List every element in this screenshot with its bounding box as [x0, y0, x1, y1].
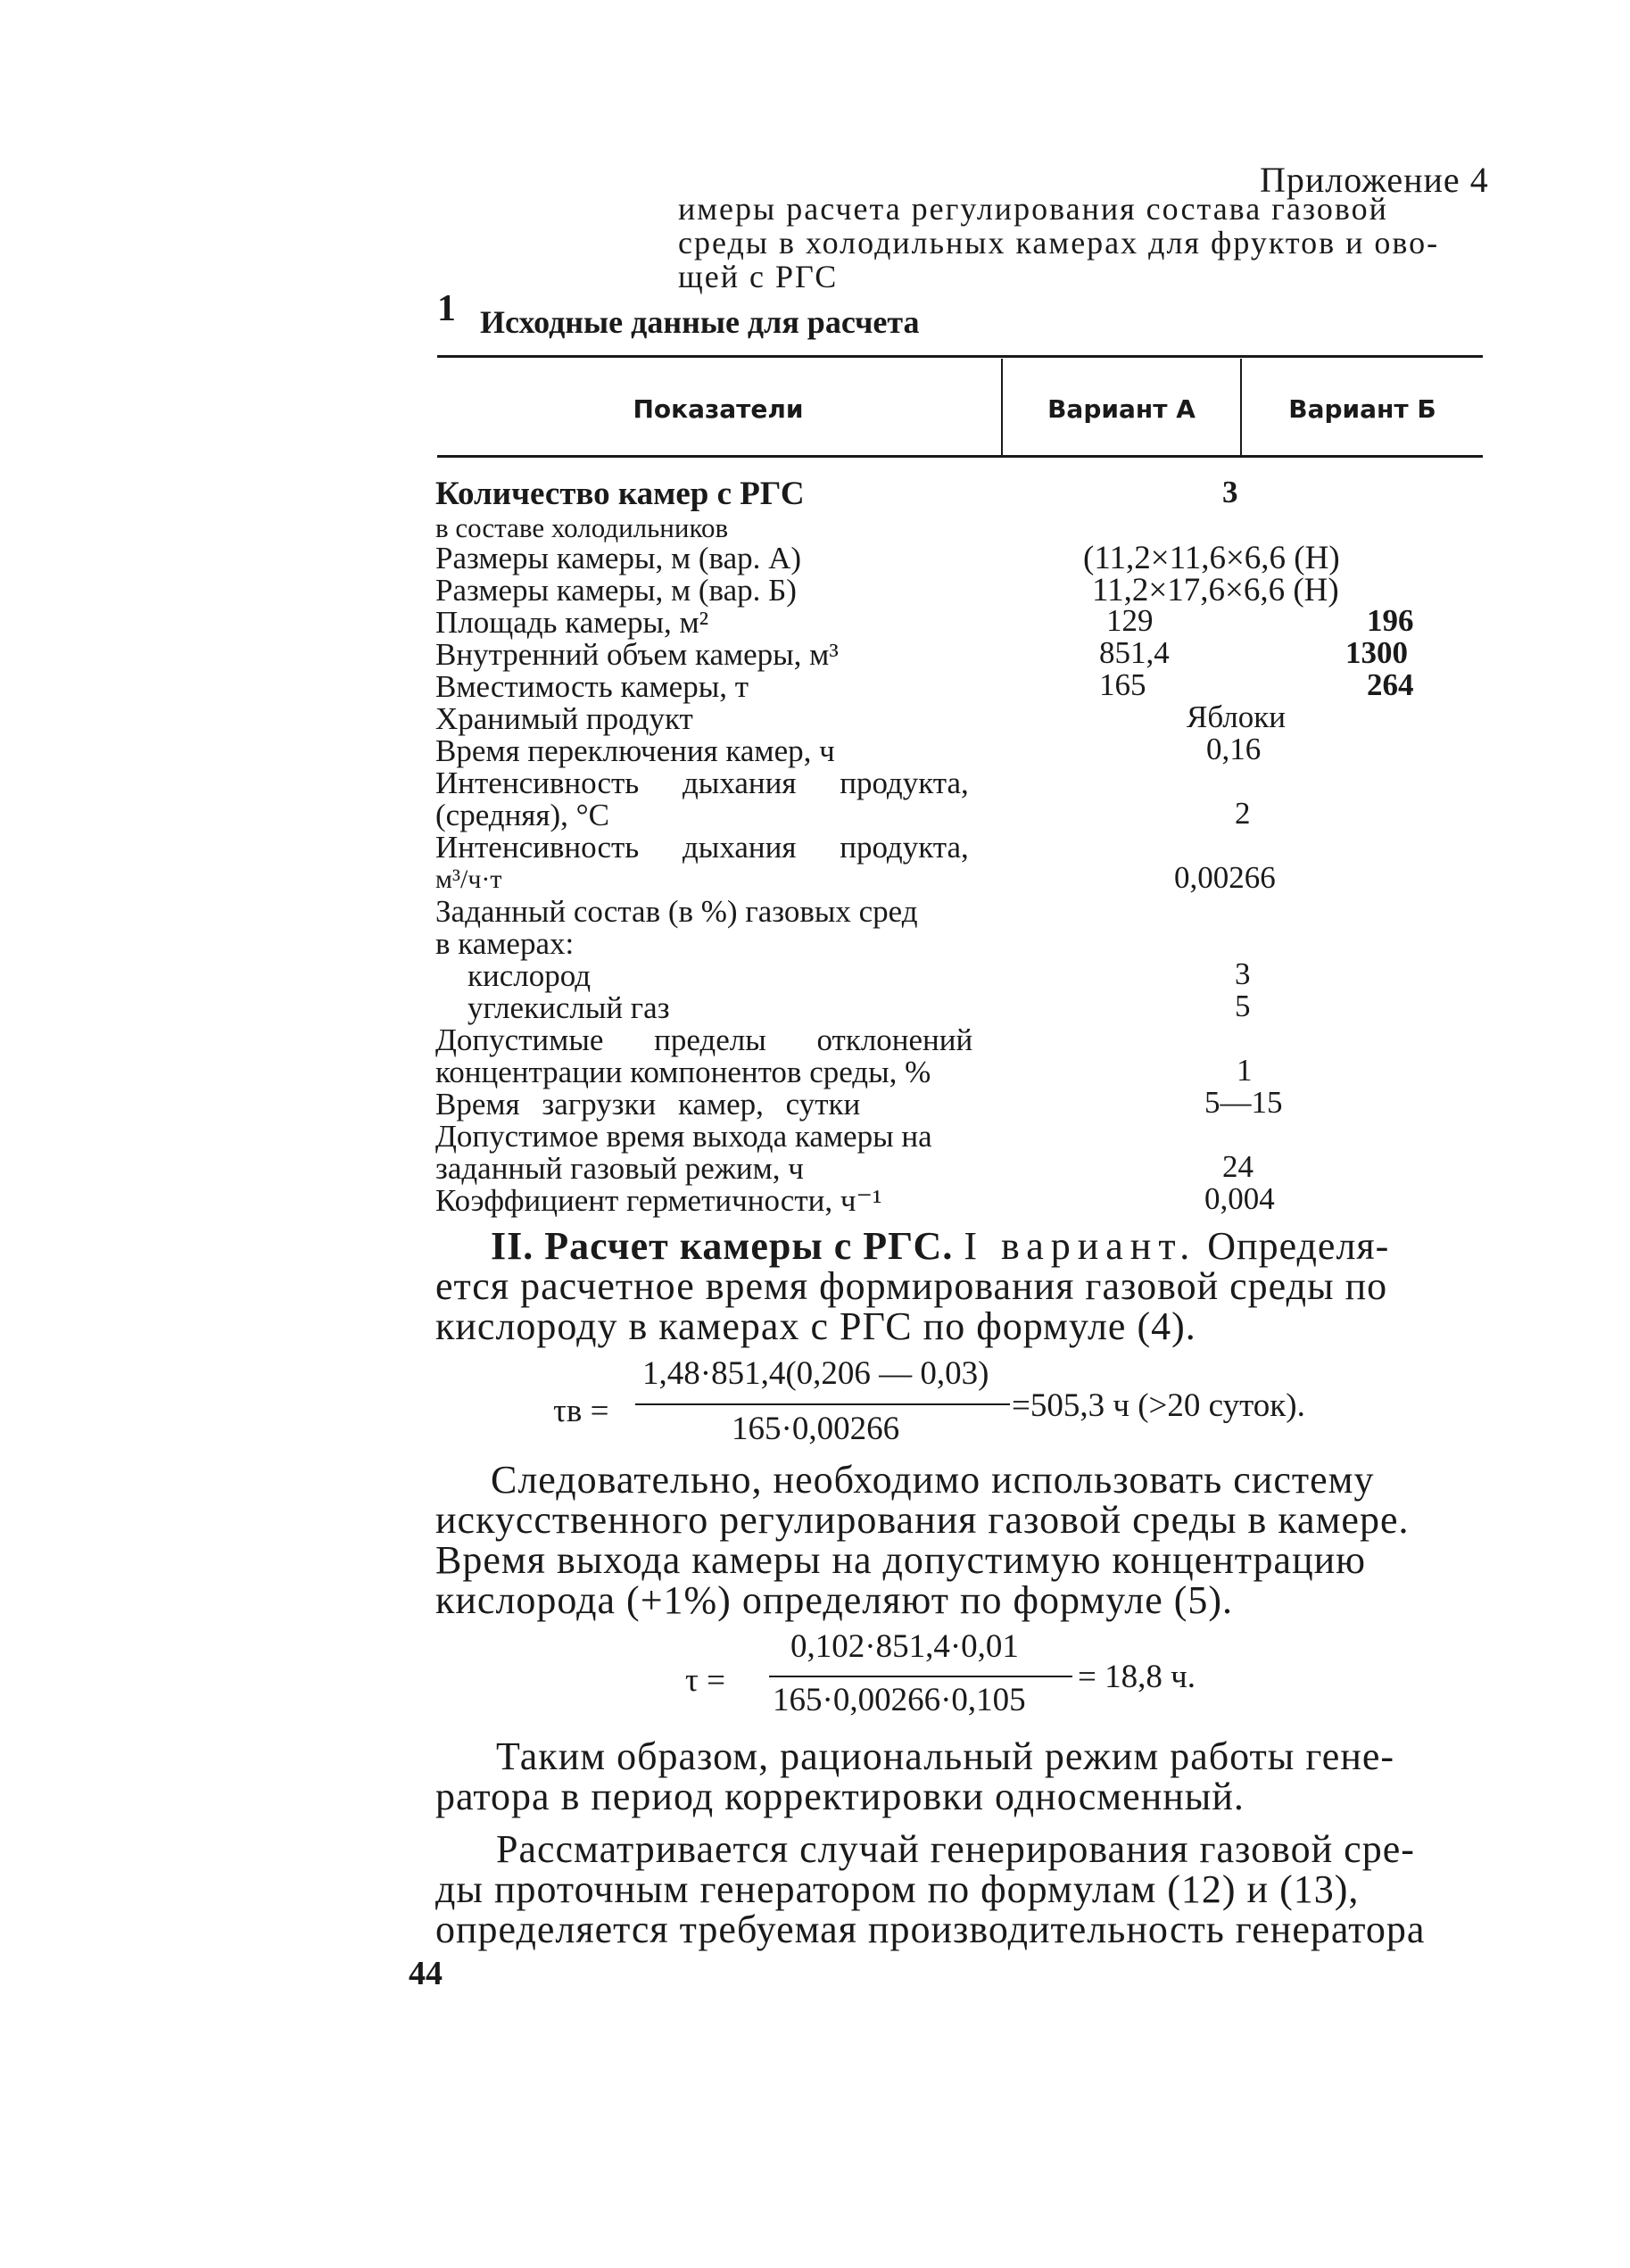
row-label: Количество камер с РГС [435, 476, 805, 512]
formula-result: = 18,8 ч. [1078, 1659, 1196, 1695]
row-label: Допустимые пределы отклонений [435, 1022, 973, 1057]
formula-numerator: 0,102·851,4·0,01 [790, 1628, 1019, 1665]
row-label: концентрации компонентов среды, % [435, 1055, 931, 1089]
page-number: 44 [409, 1955, 443, 1992]
table-title: Исходные данные для расчета [480, 304, 920, 340]
row-value-a: 129 [1106, 603, 1154, 638]
row-value: 0,16 [1206, 732, 1262, 766]
paragraph-line: ратора в период корректировки односменный. [435, 1775, 1245, 1818]
row-value: 11,2×17,6×6,6 (Н) [1092, 572, 1339, 608]
paragraph-line: искусственного регулирования газовой среды в камере. [435, 1498, 1410, 1542]
row-value: 24 [1222, 1149, 1254, 1184]
row-label: в камерах: [435, 926, 575, 961]
row-label: Хранимый продукт [435, 701, 693, 736]
fraction-bar [635, 1403, 1010, 1405]
appendix-subtitle [678, 192, 1481, 294]
variant-label: I вариант. [964, 1224, 1197, 1268]
subtitle-line: щей с РГС [678, 259, 839, 294]
row-label: Время переключения камер, ч [435, 733, 835, 768]
row-label: Интенсивность дыхания продукта, [435, 830, 969, 865]
row-label: заданный газовый режим, ч [435, 1151, 804, 1186]
paragraph-line: кислороду в камерах с РГС по формуле (4). [435, 1304, 1196, 1348]
row-value: 5—15 [1204, 1085, 1283, 1120]
formula-denominator: 165·0,00266·0,105 [773, 1682, 1026, 1718]
row-label: Интенсивность дыхания продукта, [435, 766, 969, 800]
row-label: Заданный состав (в %) газовых сред [435, 894, 918, 929]
row-label: Размеры камеры, м (вар. А) [435, 541, 802, 575]
row-value-b: 1300 [1345, 635, 1408, 670]
paragraph-line: Следовательно, необходимо использовать системy [491, 1458, 1375, 1502]
row-label: Площадь камеры, м² [435, 605, 709, 640]
fraction-bar [769, 1676, 1072, 1677]
row-value-b: 264 [1367, 667, 1414, 702]
formula-result: =505,3 ч (>20 суток). [1012, 1387, 1305, 1424]
row-label: Размеры камеры, м (вар. Б) [435, 573, 797, 608]
row-value: 3 [1222, 475, 1238, 509]
subtitle-line: имеры расчета регулирования состава газовой [678, 191, 1388, 227]
row-value: 3 [1235, 956, 1251, 991]
row-label: м³/ч·т [435, 865, 502, 894]
row-label: Время загрузки камер, сутки [435, 1087, 861, 1122]
row-value: 5 [1235, 989, 1251, 1023]
row-value: Яблоки [1187, 699, 1286, 734]
table-top-rule [437, 355, 1483, 358]
formula-lhs: τ = [685, 1662, 725, 1699]
formula-numerator: 1,48·851,4(0,206 — 0,03) [642, 1355, 989, 1392]
paragraph-line: ется расчетное время формирования газовой среды по [435, 1264, 1388, 1308]
header-variant-b: Вариант Б [1288, 394, 1436, 424]
row-value-a: 165 [1099, 667, 1146, 702]
paragraph-line: определяется требуемая производительность генератора [435, 1908, 1426, 1951]
row-label: Коэффициент герметичности, ч⁻¹ [435, 1183, 882, 1218]
row-value-b: 196 [1367, 603, 1414, 638]
row-label: Вместимость камеры, т [435, 669, 749, 704]
row-value: 0,004 [1204, 1181, 1275, 1216]
paragraph-line: кислорода (+1%) определяют по формуле (5). [435, 1578, 1234, 1622]
paragraph-line: ды проточным генератором по формулам (12) и (13), [435, 1867, 1360, 1911]
section-number: 1 [437, 288, 456, 329]
row-value: 2 [1235, 796, 1251, 831]
row-value: 0,00266 [1174, 860, 1276, 895]
row-label: углекислый газ [467, 990, 670, 1025]
row-label: кислород [467, 958, 592, 993]
formula-lhs: τв = [553, 1393, 609, 1429]
section-heading: II. Расчет камеры с РГС. [491, 1224, 954, 1268]
row-label: Внутренний объем камеры, м³ [435, 637, 839, 672]
row-value: (11,2×11,6×6,6 (Н) [1083, 540, 1340, 576]
appendix-label: Приложение 4 [1260, 160, 1489, 200]
paragraph-line: Таким образом, рациональный режим работы гене- [496, 1734, 1395, 1778]
table-header-rule [437, 455, 1483, 458]
header-indicators: Показатели [633, 394, 804, 424]
row-label: Допустимое время выхода камеры на [435, 1119, 932, 1154]
row-label: (средняя), °С [435, 798, 609, 832]
row-value-a: 851,4 [1099, 635, 1170, 670]
row-label: в составе холодильников [435, 512, 729, 543]
paragraph-text: Определя- [1207, 1224, 1390, 1268]
header-variant-a: Вариант А [1047, 394, 1196, 424]
paragraph-line: Время выхода камеры на допустимую концентрацию [435, 1538, 1367, 1582]
row-value: 1 [1237, 1053, 1253, 1088]
subtitle-line: среды в холодильных камерах для фруктов и ово- [678, 225, 1440, 261]
formula-denominator: 165·0,00266 [732, 1411, 900, 1447]
paragraph-line: Рассматривается случай генерирования газовой сре- [496, 1827, 1415, 1871]
paragraph-line [491, 1226, 1389, 1266]
